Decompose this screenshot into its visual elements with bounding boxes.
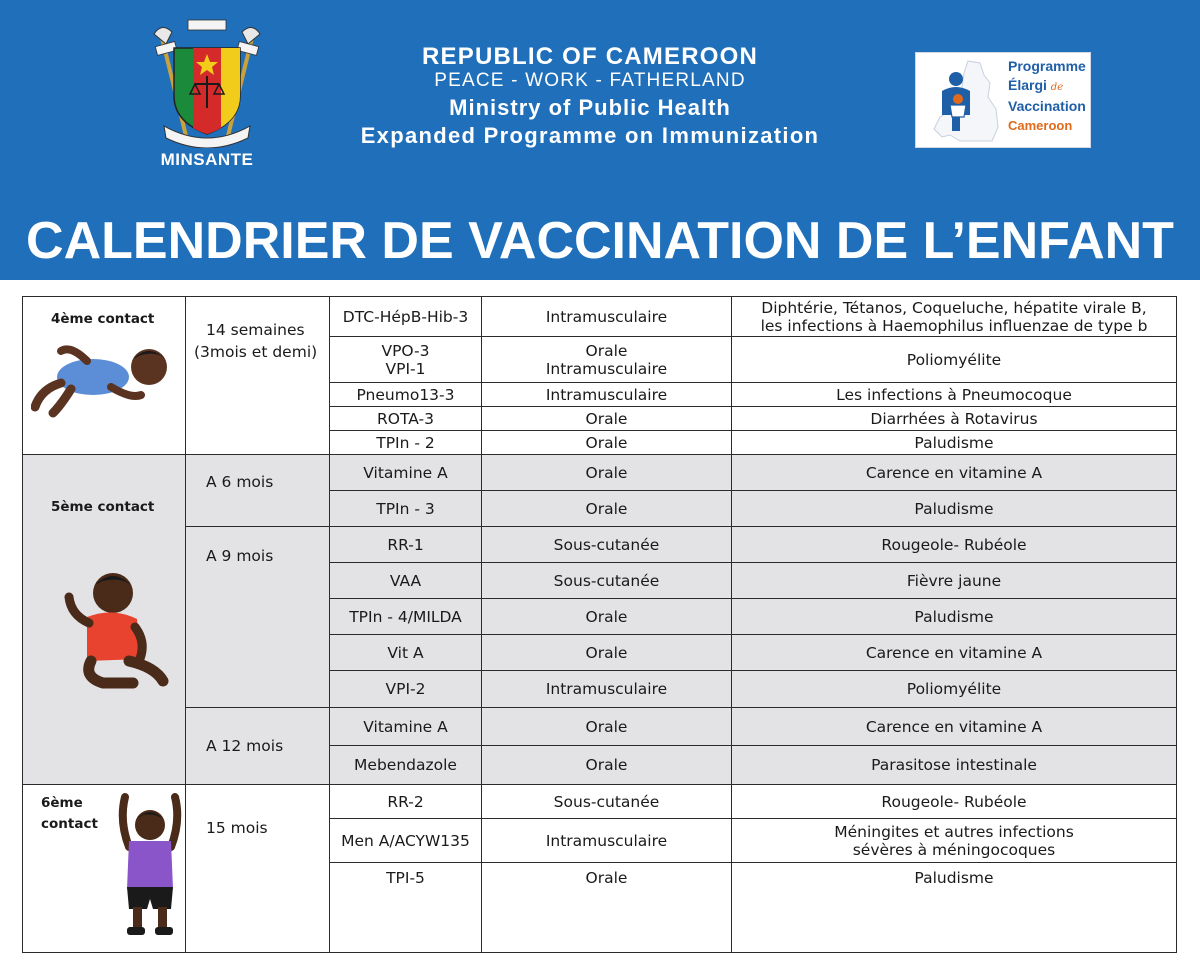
table-row: [23, 708, 1177, 746]
age-label-line1: 14 semaines: [206, 321, 305, 339]
disease-cell: Carence en vitamine A: [732, 455, 1177, 491]
disease-cell: Paludisme: [732, 599, 1177, 635]
route-cell: Sous-cutanée: [482, 563, 732, 599]
sitting-baby-icon: [63, 567, 173, 697]
vaccine-cell: TPIn - 3: [330, 491, 482, 527]
vaccine-line1: VPO-3: [381, 341, 430, 360]
route-cell: [482, 337, 732, 383]
disease-cell: Fièvre jaune: [732, 563, 1177, 599]
disease-line1: Méningites et autres infections: [834, 822, 1074, 841]
disease-cell: Paludisme: [732, 431, 1177, 455]
contact-cell-5: [23, 455, 186, 785]
vaccine-cell: Mebendazole: [330, 746, 482, 785]
pev-line2-wrap: [1008, 76, 1090, 97]
route-line1: Orale: [585, 341, 628, 360]
route-cell: Intramusculaire: [482, 383, 732, 407]
lying-baby-icon: [31, 337, 181, 419]
table-row: [23, 527, 1177, 563]
vaccine-cell: Pneumo13-3: [330, 383, 482, 407]
age-cell: A 6 mois: [186, 455, 330, 527]
route-cell: Orale: [482, 863, 732, 953]
disease-cell: [732, 297, 1177, 337]
vaccine-cell: DTC-HépB-Hib-3: [330, 297, 482, 337]
pev-de: de: [1050, 82, 1064, 93]
route-cell: Orale: [482, 599, 732, 635]
table-row: [23, 455, 1177, 491]
route-cell: Orale: [482, 455, 732, 491]
vaccine-cell: Vitamine A: [330, 455, 482, 491]
page-title: CALENDRIER DE VACCINATION DE L’ENFANT: [26, 212, 1174, 270]
vaccine-cell: TPI-5: [330, 863, 482, 953]
pev-line1: Programme: [1008, 58, 1086, 74]
vaccine-cell: VAA: [330, 563, 482, 599]
programme-name: Expanded Programme on Immunization: [360, 123, 820, 148]
route-cell: Sous-cutanée: [482, 785, 732, 819]
vaccine-cell: VPI-2: [330, 671, 482, 708]
disease-cell: Poliomyélite: [732, 337, 1177, 383]
contact-cell-6: [23, 785, 186, 953]
disease-line2: les infections à Haemophilus influenzae de type b: [760, 316, 1148, 335]
disease-cell: Poliomyélite: [732, 671, 1177, 708]
vaccine-cell: TPIn - 2: [330, 431, 482, 455]
route-cell: Orale: [482, 708, 732, 746]
route-line2: Intramusculaire: [545, 359, 668, 378]
coat-of-arms-icon: [148, 18, 266, 148]
vaccine-cell: Men A/ACYW135: [330, 819, 482, 863]
vaccine-cell: ROTA-3: [330, 407, 482, 431]
pev-line4: Cameroon: [1008, 118, 1073, 133]
vaccine-cell: Vit A: [330, 635, 482, 671]
contact-label: 4ème contact: [51, 311, 155, 327]
contact-label-line1: 6ème: [41, 795, 83, 811]
route-cell: Orale: [482, 491, 732, 527]
route-cell: Sous-cutanée: [482, 527, 732, 563]
vaccine-cell: TPIn - 4/MILDA: [330, 599, 482, 635]
country-name: REPUBLIC OF CAMEROON: [422, 43, 758, 70]
route-cell: Intramusculaire: [482, 671, 732, 708]
disease-cell: Paludisme: [732, 491, 1177, 527]
disease-cell: Rougeole- Rubéole: [732, 527, 1177, 563]
route-cell: Orale: [482, 407, 732, 431]
vaccine-line2: VPI-1: [385, 359, 426, 378]
minsante-label: MINSANTE: [160, 150, 254, 169]
vaccination-schedule-table: [22, 296, 1177, 953]
disease-cell: Carence en vitamine A: [732, 708, 1177, 746]
ministry-name: Ministry of Public Health: [449, 95, 731, 120]
pev-logo-text: [1008, 57, 1090, 135]
disease-cell: Les infections à Pneumocoque: [732, 383, 1177, 407]
vaccine-cell: [330, 337, 482, 383]
age-cell: A 9 mois: [186, 527, 330, 708]
route-cell: Orale: [482, 746, 732, 785]
mother-child-icon: [920, 57, 1008, 145]
national-motto: PEACE - WORK - FATHERLAND: [434, 70, 746, 91]
vaccine-cell: RR-2: [330, 785, 482, 819]
contact-cell-4: [23, 297, 186, 455]
route-cell: Intramusculaire: [482, 297, 732, 337]
contact-label: [41, 793, 98, 835]
vaccine-cell: Vitamine A: [330, 708, 482, 746]
disease-cell: Parasitose intestinale: [732, 746, 1177, 785]
age-cell: 15 mois: [186, 785, 330, 953]
age-cell: A 12 mois: [186, 708, 330, 785]
disease-line2: sévères à méningocoques: [852, 840, 1056, 859]
disease-cell: Diarrhées à Rotavirus: [732, 407, 1177, 431]
table-row: [23, 785, 1177, 819]
route-cell: Orale: [482, 635, 732, 671]
standing-toddler-icon: [115, 791, 185, 945]
route-cell: Intramusculaire: [482, 819, 732, 863]
disease-cell: [732, 819, 1177, 863]
cameroon-coat-of-arms: [148, 18, 266, 178]
disease-cell: Rougeole- Rubéole: [732, 785, 1177, 819]
pev-line2: Élargi: [1008, 77, 1047, 93]
government-heading: [300, 44, 880, 150]
age-cell: [186, 297, 330, 455]
header-band: [0, 0, 1200, 280]
disease-cell: Carence en vitamine A: [732, 635, 1177, 671]
route-cell: Orale: [482, 431, 732, 455]
age-label-line2: (3mois et demi): [194, 343, 318, 361]
pev-logo: [915, 52, 1091, 148]
disease-line1: Diphtérie, Tétanos, Coqueluche, hépatite virale B,: [761, 298, 1147, 317]
contact-label: 5ème contact: [51, 499, 155, 515]
disease-cell: Paludisme: [732, 863, 1177, 953]
vaccine-cell: RR-1: [330, 527, 482, 563]
pev-line3: Vaccination: [1008, 98, 1086, 114]
table-row: [23, 297, 1177, 337]
contact-label-line2: contact: [41, 816, 98, 832]
